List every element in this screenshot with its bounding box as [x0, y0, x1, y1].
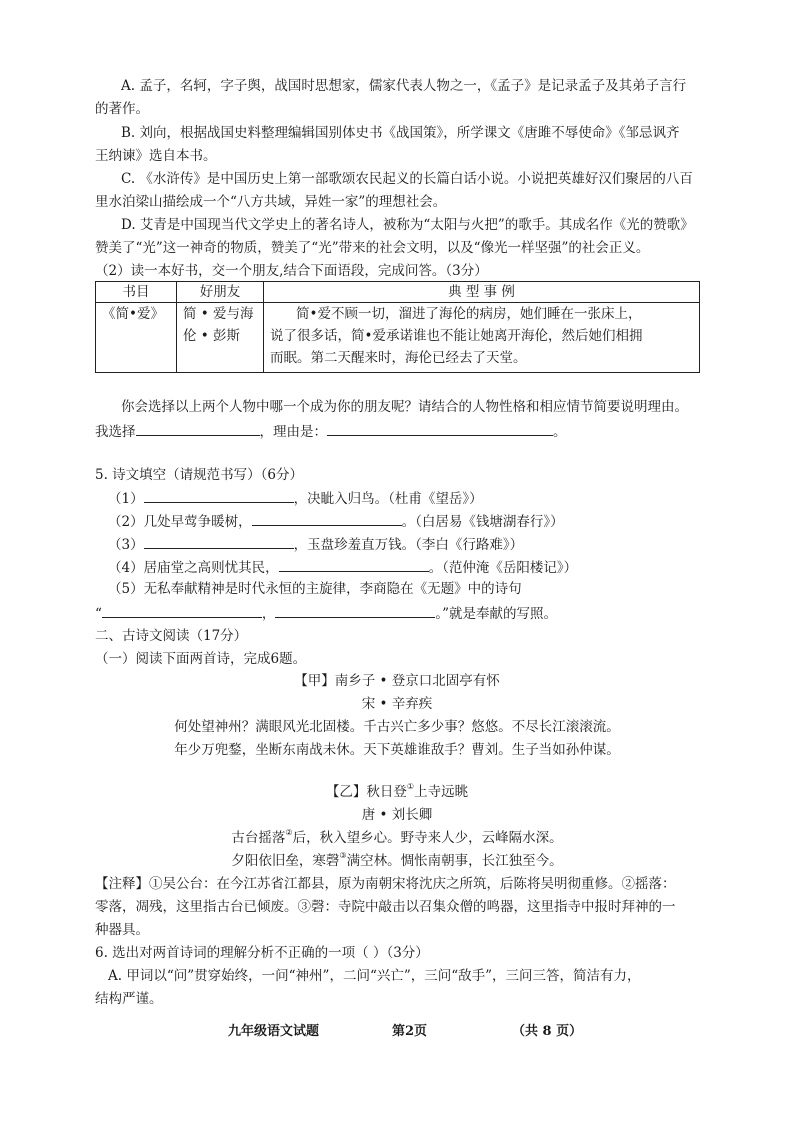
- q5-line2: [108, 511, 564, 531]
- reason-blank[interactable]: [327, 421, 553, 436]
- q6-stem: 6. 选出对两首诗词的理解分析不正确的一项（ ）（3分）: [95, 945, 429, 961]
- poem-jia-line1: 何处望神州？满眼风光北固楼。千古兴亡多少事？悠悠。不尽长江滚滚流。: [174, 719, 620, 735]
- q5-l4-pre: （4）居庙堂之高则忧其民，: [108, 560, 279, 576]
- answer-prefix: 我选择: [95, 424, 136, 440]
- poem-yi-author: 唐 • 刘长卿: [361, 807, 433, 823]
- q5-l4-post: 。（范仲淹《岳阳楼记》）: [428, 560, 578, 576]
- notes-line2: 零落，凋残，这里指古台已倾废。③磬：寺院中敲击以召集众僧的鸣器，这里指寺中报时拜神的一: [95, 899, 676, 915]
- cell-friends: [177, 303, 264, 373]
- q5-l2-post: 。（白居易《钱塘湖春行》）: [401, 514, 564, 530]
- q6-option-a-line2: 结构严谨。: [95, 991, 163, 1007]
- q4-2-question: 你会选择以上两个人物中哪一个成为你的朋友呢？请结合的人物性格和相应情节简要说明理由。: [121, 399, 688, 415]
- friends-line2: 伦 • 彭斯: [183, 328, 241, 344]
- q5-blank-3[interactable]: [144, 534, 294, 549]
- poem-yi-line2: [0, 852, 794, 870]
- option-d-line1: D. 艾青是中国现当代文学史上的著名诗人，被称为“太阳与火把”的歌手。其成名作《光的赞歌》: [121, 217, 694, 233]
- notes-line1: 【注释】①吴公台：在今江苏省江都县，原为南朝宋将沈庆之所筑，后陈将吴明彻重修。②摇落：: [95, 876, 676, 892]
- header-example: 典 型 事 例: [264, 282, 700, 303]
- cell-example: [264, 303, 700, 373]
- q5-l6-open: “: [95, 606, 102, 622]
- footnote-ref-1: ①: [406, 782, 415, 791]
- q4-2-stem: （2）读一本好书，交一个朋友,结合下面语段，完成问答。（3分）: [95, 263, 488, 279]
- poem-yi-line1: [0, 829, 794, 847]
- poem-yi-title-b: 上寺远眺: [414, 784, 469, 800]
- q5-line5: （5）无私奉献精神是时代永恒的主旋律，李商隐在《无题》中的诗句: [108, 581, 522, 597]
- footer-total: （共 8 页）: [512, 1024, 583, 1039]
- poem-yi-l1-b: 后，秋入望乡心。野寺来人少，云峰隔水深。: [292, 830, 563, 846]
- q5-l1-pre: （1）: [108, 491, 144, 507]
- q5-l6-post: 。”就是奉献的写照。: [435, 606, 558, 622]
- q5-l3-pre: （3）: [108, 537, 144, 553]
- choice-blank[interactable]: [136, 421, 260, 436]
- poem-yi-title: [0, 783, 794, 801]
- footnote-ref-2: ②: [285, 828, 293, 837]
- footer-subject: 九年级语文试题: [228, 1024, 320, 1039]
- notes-line3: 种器具。: [95, 922, 149, 938]
- poem-yi-title-a: 【乙】秋日登: [325, 784, 407, 800]
- example-line1: 简•爱不顾一切，溜进了海伦的病房，她们睡在一张床上，: [296, 306, 642, 322]
- option-b-line1: B. 刘向，根据战国史料整理编辑国别体史书《战国策》，所学课文《唐雎不辱使命》《邹忌讽齐: [121, 125, 680, 141]
- option-a-line2: 的著作。: [95, 101, 149, 117]
- q5-l1-post: ，决眦入归鸟。（杜甫《望岳》）: [293, 491, 483, 507]
- answer-mid: ，理由是：: [259, 424, 327, 440]
- q6-option-a-line1: A. 甲词以“问”贯穿始终，一问“神州”，二问“兴亡”，三问“敌手”，三问三答，简洁有力，: [108, 968, 641, 984]
- q5-l3-post: ，玉盘珍羞直万钱。（李白《行路难》）: [293, 537, 524, 553]
- q5-l6-mid: ，: [261, 606, 276, 622]
- q5-blank-6[interactable]: [275, 603, 435, 618]
- option-c-line1: C. 《水浒传》是中国历史上第一部歌颂农民起义的长篇白话小说。小说把英雄好汉们聚居的八百: [121, 171, 693, 187]
- poem-yi-l2-a: 夕阳依旧垒，寒磬: [231, 853, 340, 869]
- book-friend-table: [95, 281, 700, 373]
- footer-page: 第2页: [392, 1024, 428, 1039]
- header-friend: 好朋友: [177, 282, 264, 303]
- q5-line4: [108, 557, 577, 577]
- q5-line3: [108, 534, 523, 554]
- section2-title: 二、古诗文阅读（17分）: [95, 628, 248, 644]
- footnote-ref-3: ③: [339, 851, 347, 860]
- q5-title: 5. 诗文填空（请规范书写）（6分）: [95, 467, 304, 483]
- friends-line1: 简 • 爱与海: [183, 306, 254, 322]
- poem-jia-line2: 年少万兜鍪，坐断东南战未休。天下英雄谁敌手？曹刘。生子当如孙仲谋。: [174, 742, 620, 758]
- poem-yi-l2-b: 满空林。惆怅南朝事，长江独至今。: [346, 853, 563, 869]
- option-b-line2: 王纳谏》选自本书。: [95, 148, 217, 164]
- poem-jia-author: 宋 • 辛弃疾: [361, 696, 433, 712]
- cell-book: 《简•爱》: [96, 303, 177, 373]
- option-c-line2: 里水泊梁山描绘成一个“八方共域，异姓一家”的理想社会。: [95, 194, 447, 210]
- header-book: 书目: [96, 282, 177, 303]
- section2-sub: （一）阅读下面两首诗，完成6题。: [95, 651, 307, 667]
- option-a-line1: A. 孟子，名轲，字子舆，战国时思想家，儒家代表人物之一，《孟子》是记录孟子及其弟子言行: [121, 78, 687, 94]
- q4-2-answer-line: [95, 421, 567, 441]
- q5-line1: [108, 488, 483, 508]
- q5-line6: [95, 603, 557, 623]
- q5-blank-1[interactable]: [144, 488, 294, 503]
- option-d-line2: 赞美了“光”这一神奇的物质，赞美了“光”带来的社会文明，以及“像光一样坚强”的社会正义。: [95, 240, 650, 256]
- answer-end: 。: [553, 424, 567, 440]
- example-line3: 而眠。第二天醒来时，海伦已经去了天堂。: [270, 350, 527, 366]
- poem-yi-l1-a: 古台摇落: [231, 830, 286, 846]
- q5-blank-5[interactable]: [102, 603, 262, 618]
- q5-blank-2[interactable]: [252, 511, 402, 526]
- q5-blank-4[interactable]: [279, 557, 429, 572]
- q5-l2-pre: （2）几处早莺争暖树，: [108, 514, 252, 530]
- poem-jia-title: 【甲】南乡子 • 登京口北固亭有怀: [294, 673, 500, 689]
- example-line2: 说了很多话，简•爱承诺谁也不能让她离开海伦，然后她们相拥: [270, 328, 643, 344]
